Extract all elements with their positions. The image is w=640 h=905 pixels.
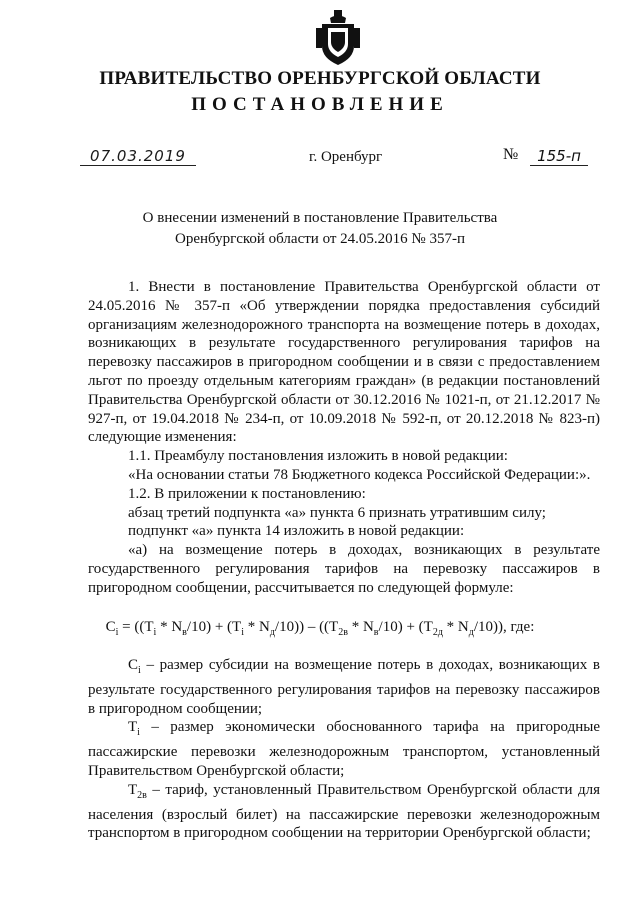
document-number: 155-п: [530, 147, 588, 166]
subject-line-1: О внесении изменений в постановление Правительства: [142, 210, 498, 226]
paragraph-preamble: «На основании статьи 78 Бюджетного кодекса Российской Федерации:».: [128, 466, 591, 483]
document-type-heading: ПОСТАНОВЛЕНИЕ: [191, 94, 449, 115]
document-date: 07.03.2019: [80, 147, 196, 166]
number-sign: №: [503, 146, 519, 163]
paragraph-1-2: 1.2. В приложении к постановлению:: [128, 485, 366, 502]
paragraph-1: 1. Внести в постановление Правительства Оренбургской области от 24.05.2016 № 357-п «Об утверждении порядка предоставления субсидий организациям железнодорожного транспорта на возмещение потерь в доходах, возникающих в результате государственного регулирования тарифов на перевозку пассажиров в пригородном сообщении и в связи с предоставлением льгот по проезду отдельным категориям граждан» (в редакции постановлений Правительства Оренбургской области от 30.12.2016 № 1021-п, от 21.12.2017 № 927-п, от 19.04.2018 № 234-п, от 10.09.2018 № 592-п, от 20.12.2018 № 823-п) следующие изменения:: [88, 279, 600, 446]
document-subject: [0, 208, 640, 250]
subject-line-2: Оренбургской области от 24.05.2016 № 357-п: [174, 231, 466, 247]
paragraph-1-1: 1.1. Преамбулу постановления изложить в новой редакции:: [128, 448, 508, 465]
subsidy-formula: $C_i = ((T_i * N_в/10) + (T_i * N_д/10)) - ((T_{2в} * N_в/10) + (T_{2д} * N_д/10))$, где:: [105, 619, 535, 638]
organization-title: ПРАВИТЕЛЬСТВО ОРЕНБУРГСКОЙ ОБЛАСТИ: [99, 68, 541, 89]
document-city: г. Оренбург: [309, 149, 383, 165]
paragraph-abzac: абзац третий подпункта «а» пункта 6 признать утратившим силу;: [128, 504, 546, 521]
definition-item: $T_{2в}$ – тариф, установленный Правительством Оренбургской области для населения (взрослый билет) на пассажирские перевозки железнодорожным транспортом в пригородном сообщении на территории Оренбургской области;: [88, 781, 600, 842]
formula-definitions: [88, 656, 600, 843]
definition-item: $T_i$ – размер экономически обоснованного тарифа на пригородные пассажирские перевозки железнодорожным транспортом, установленный Правительством Оренбургской области;: [88, 719, 600, 779]
definition-item: $C_i$ – размер субсидии на возмещение потерь в доходах, возникающих в результате государственного регулирования тарифов на перевозку пассажиров в пригородном сообщении;: [88, 657, 600, 717]
paragraph-formula-intro: «а) на возмещение потерь в доходах, возникающих в результате государственного регулирования тарифов на перевозку пассажиров в пригородном сообщении, рассчитывается по следующей формуле:: [88, 542, 600, 596]
coat-of-arms-emblem: [316, 10, 360, 66]
paragraph-podpunkt: подпункт «а» пункта 14 изложить в новой редакции:: [128, 523, 465, 540]
document-body: [88, 278, 600, 598]
